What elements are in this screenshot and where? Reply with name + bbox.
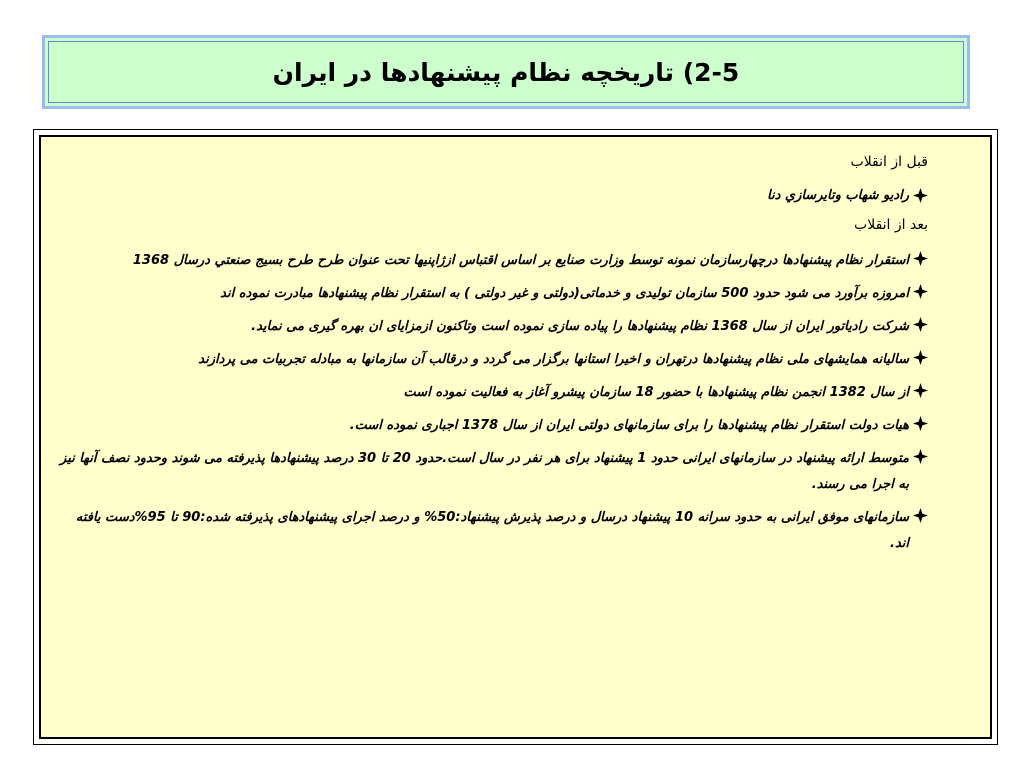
diamond-bullet-icon bbox=[913, 449, 928, 464]
list-item bbox=[58, 446, 928, 498]
list-item-text: سالیانه همایشهای ملی نظام پیشنهادها درتهران و اخیرا استانها برگزار می گردد و درقالب آن سازمانها به مبادله تجربیات می پردازند bbox=[198, 352, 909, 367]
content-frame bbox=[33, 129, 998, 745]
diamond-bullet-icon bbox=[913, 508, 928, 523]
diamond-bullet-icon bbox=[913, 350, 928, 365]
list-item bbox=[58, 380, 928, 406]
title-banner bbox=[42, 35, 970, 109]
after-revolution-label: بعد از انقلاب bbox=[854, 217, 928, 233]
diamond-bullet-icon bbox=[913, 284, 928, 299]
list-item-text: شرکت رادیاتور ایران از سال 1368 نظام پیشنهادها را پیاده سازی نموده است وتاکنون ازمزایای ان بهره گیری می نماید. bbox=[251, 319, 909, 334]
list-item-text: راديو شهاب وتايرسازي دنا bbox=[767, 188, 909, 203]
list-item-text: از سال 1382 انجمن نظام پیشنهادها با حضور 18 سازمان پیشرو آغاز به فعالیت نموده است bbox=[403, 385, 909, 400]
list-item bbox=[58, 505, 928, 557]
diamond-bullet-icon bbox=[913, 317, 928, 332]
diamond-bullet-icon bbox=[913, 416, 928, 431]
list-item bbox=[58, 347, 928, 373]
list-item-text: متوسط ارائه پیشنهاد در سازمانهای ایرانی حدود 1 پیشنهاد برای هر نفر در سال است.حدود 20 تا 30 درصد پیشنهادها پذیرفته می شوند وحدود نصف آنها نیز به اجرا می رسند. bbox=[60, 451, 909, 492]
slide-title: 2-5) تاريخچه نظام پيشنهادها در ايران bbox=[272, 57, 740, 87]
list-item bbox=[58, 413, 928, 439]
list-item-text: استقرار نظام پيشنهادها درچهارسازمان نمونه توسط وزارت صنايع بر اساس اقتباس ازژاپنيها تحت عنوان طرح طرح بسيج صنعتي درسال 1368 bbox=[132, 253, 909, 268]
list-item bbox=[58, 281, 928, 307]
content-panel bbox=[39, 135, 992, 739]
list-item-text: هیات دولت استقرار نظام پیشنهادها را برای سازمانهای دولتی ایران از سال 1378 اجباری نموده است. bbox=[349, 418, 909, 433]
diamond-bullet-icon bbox=[913, 383, 928, 398]
list-item bbox=[58, 248, 928, 274]
list-item-text: امروزه برآورد می شود حدود 500 سازمان تولیدی و خدماتی(دولتی و غیر دولتی ) به استقرار نظام پیشنهادها مبادرت نموده اند bbox=[220, 286, 909, 301]
history-list bbox=[58, 151, 928, 564]
list-item-text: سازمانهای موفق ایرانی به حدود سرانه 10 پیشنهاد درسال و درصد پذیرش پیشنهاد:50% و درصد اجرای پیشنهادهای پذیرفته شده:90 تا 95%دست یافته اند. bbox=[75, 510, 909, 551]
list-item bbox=[58, 314, 928, 340]
list-item bbox=[58, 185, 928, 207]
before-revolution-label: قبل از انقلاب bbox=[850, 154, 928, 170]
diamond-bullet-icon bbox=[913, 188, 928, 203]
diamond-bullet-icon bbox=[913, 251, 928, 266]
